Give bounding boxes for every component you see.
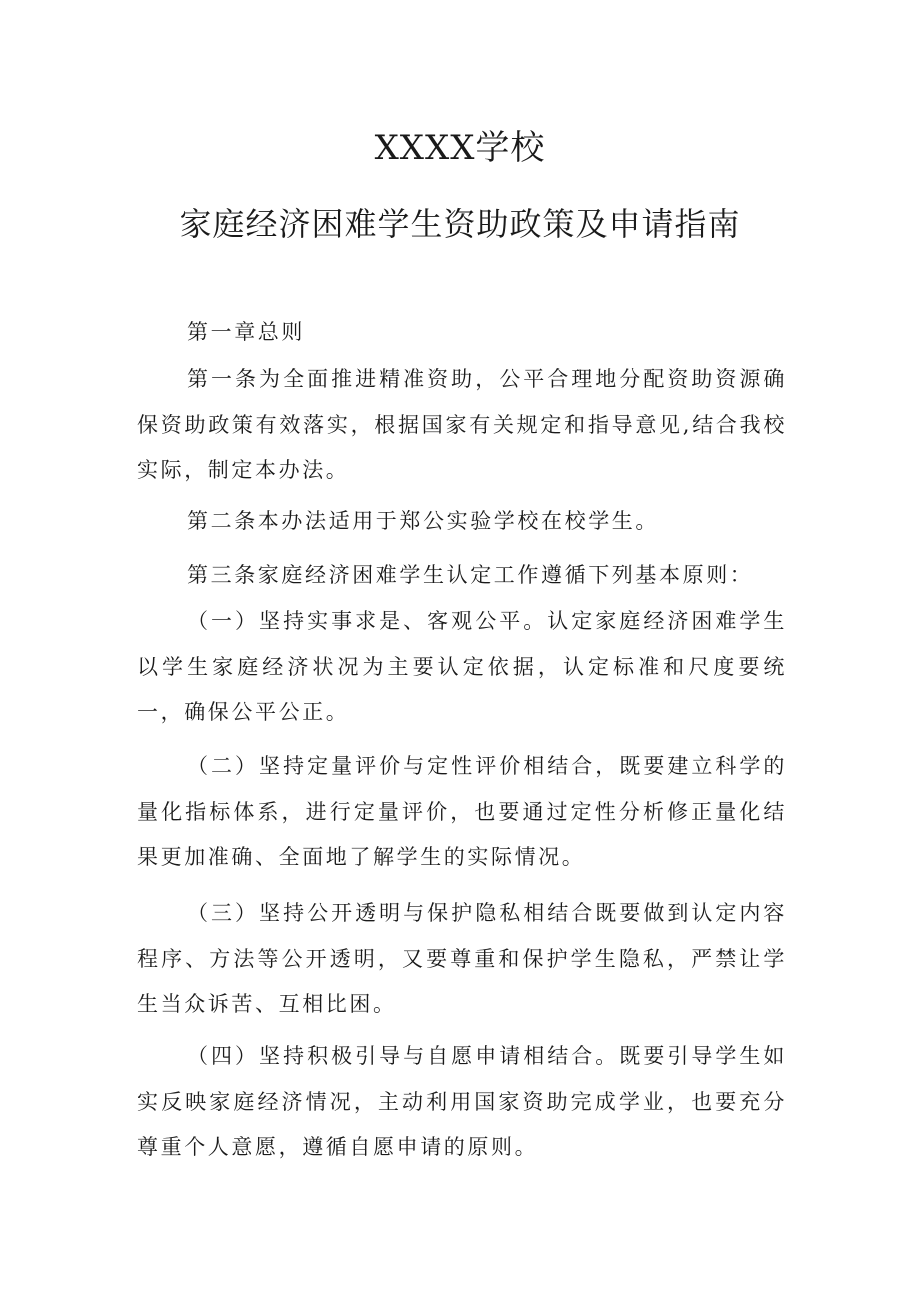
principle-4-text: （四）坚持积极引导与自愿申请相结合。既要引导学生如实反映家庭经济情况，主动利用国家资助完成学业，也要充分尊重个人意愿，遵循自愿申请的原则。 bbox=[137, 1044, 787, 1159]
chapter-heading-text: 第一章总则 bbox=[187, 320, 305, 344]
document-title: 家庭经济困难学生资助政策及申请指南 bbox=[179, 205, 741, 243]
principle-3-text: （三）坚持公开透明与保护隐私相结合既要做到认定内容程序、方法等公开透明，又要尊重和保护学生隐私，严禁让学生当众诉苦、互相比困。 bbox=[137, 901, 787, 1016]
principle-3 bbox=[137, 891, 787, 1028]
article-2-text: 第二条本办法适用于郑公实验学校在校学生。 bbox=[187, 509, 659, 533]
principle-1 bbox=[137, 599, 787, 736]
principle-4 bbox=[137, 1034, 787, 1171]
article-1-text: 第一条为全面推进精准资助，公平合理地分配资助资源确保资助政策有效落实，根据国家有关规定和指导意见,结合我校实际，制定本办法。 bbox=[137, 367, 787, 482]
principle-2-text: （二）坚持定量评价与定性评价相结合，既要建立科学的量化指标体系，进行定量评价，也要通过定性分析修正量化结果更加准确、全面地了解学生的实际情况。 bbox=[137, 754, 787, 869]
article-1 bbox=[137, 357, 787, 494]
school-title: XXXX学校 bbox=[374, 128, 546, 168]
article-3-text: 第三条家庭经济困难学生认定工作遵循下列基本原则： bbox=[187, 563, 754, 587]
principle-2 bbox=[137, 744, 787, 881]
article-2 bbox=[137, 499, 787, 545]
article-3 bbox=[137, 553, 787, 599]
chapter-heading bbox=[137, 310, 787, 356]
principle-1-text: （一）坚持实事求是、客观公平。认定家庭经济困难学生以学生家庭经济状况为主要认定依据，认定标准和尺度要统一，确保公平公正。 bbox=[137, 609, 787, 724]
